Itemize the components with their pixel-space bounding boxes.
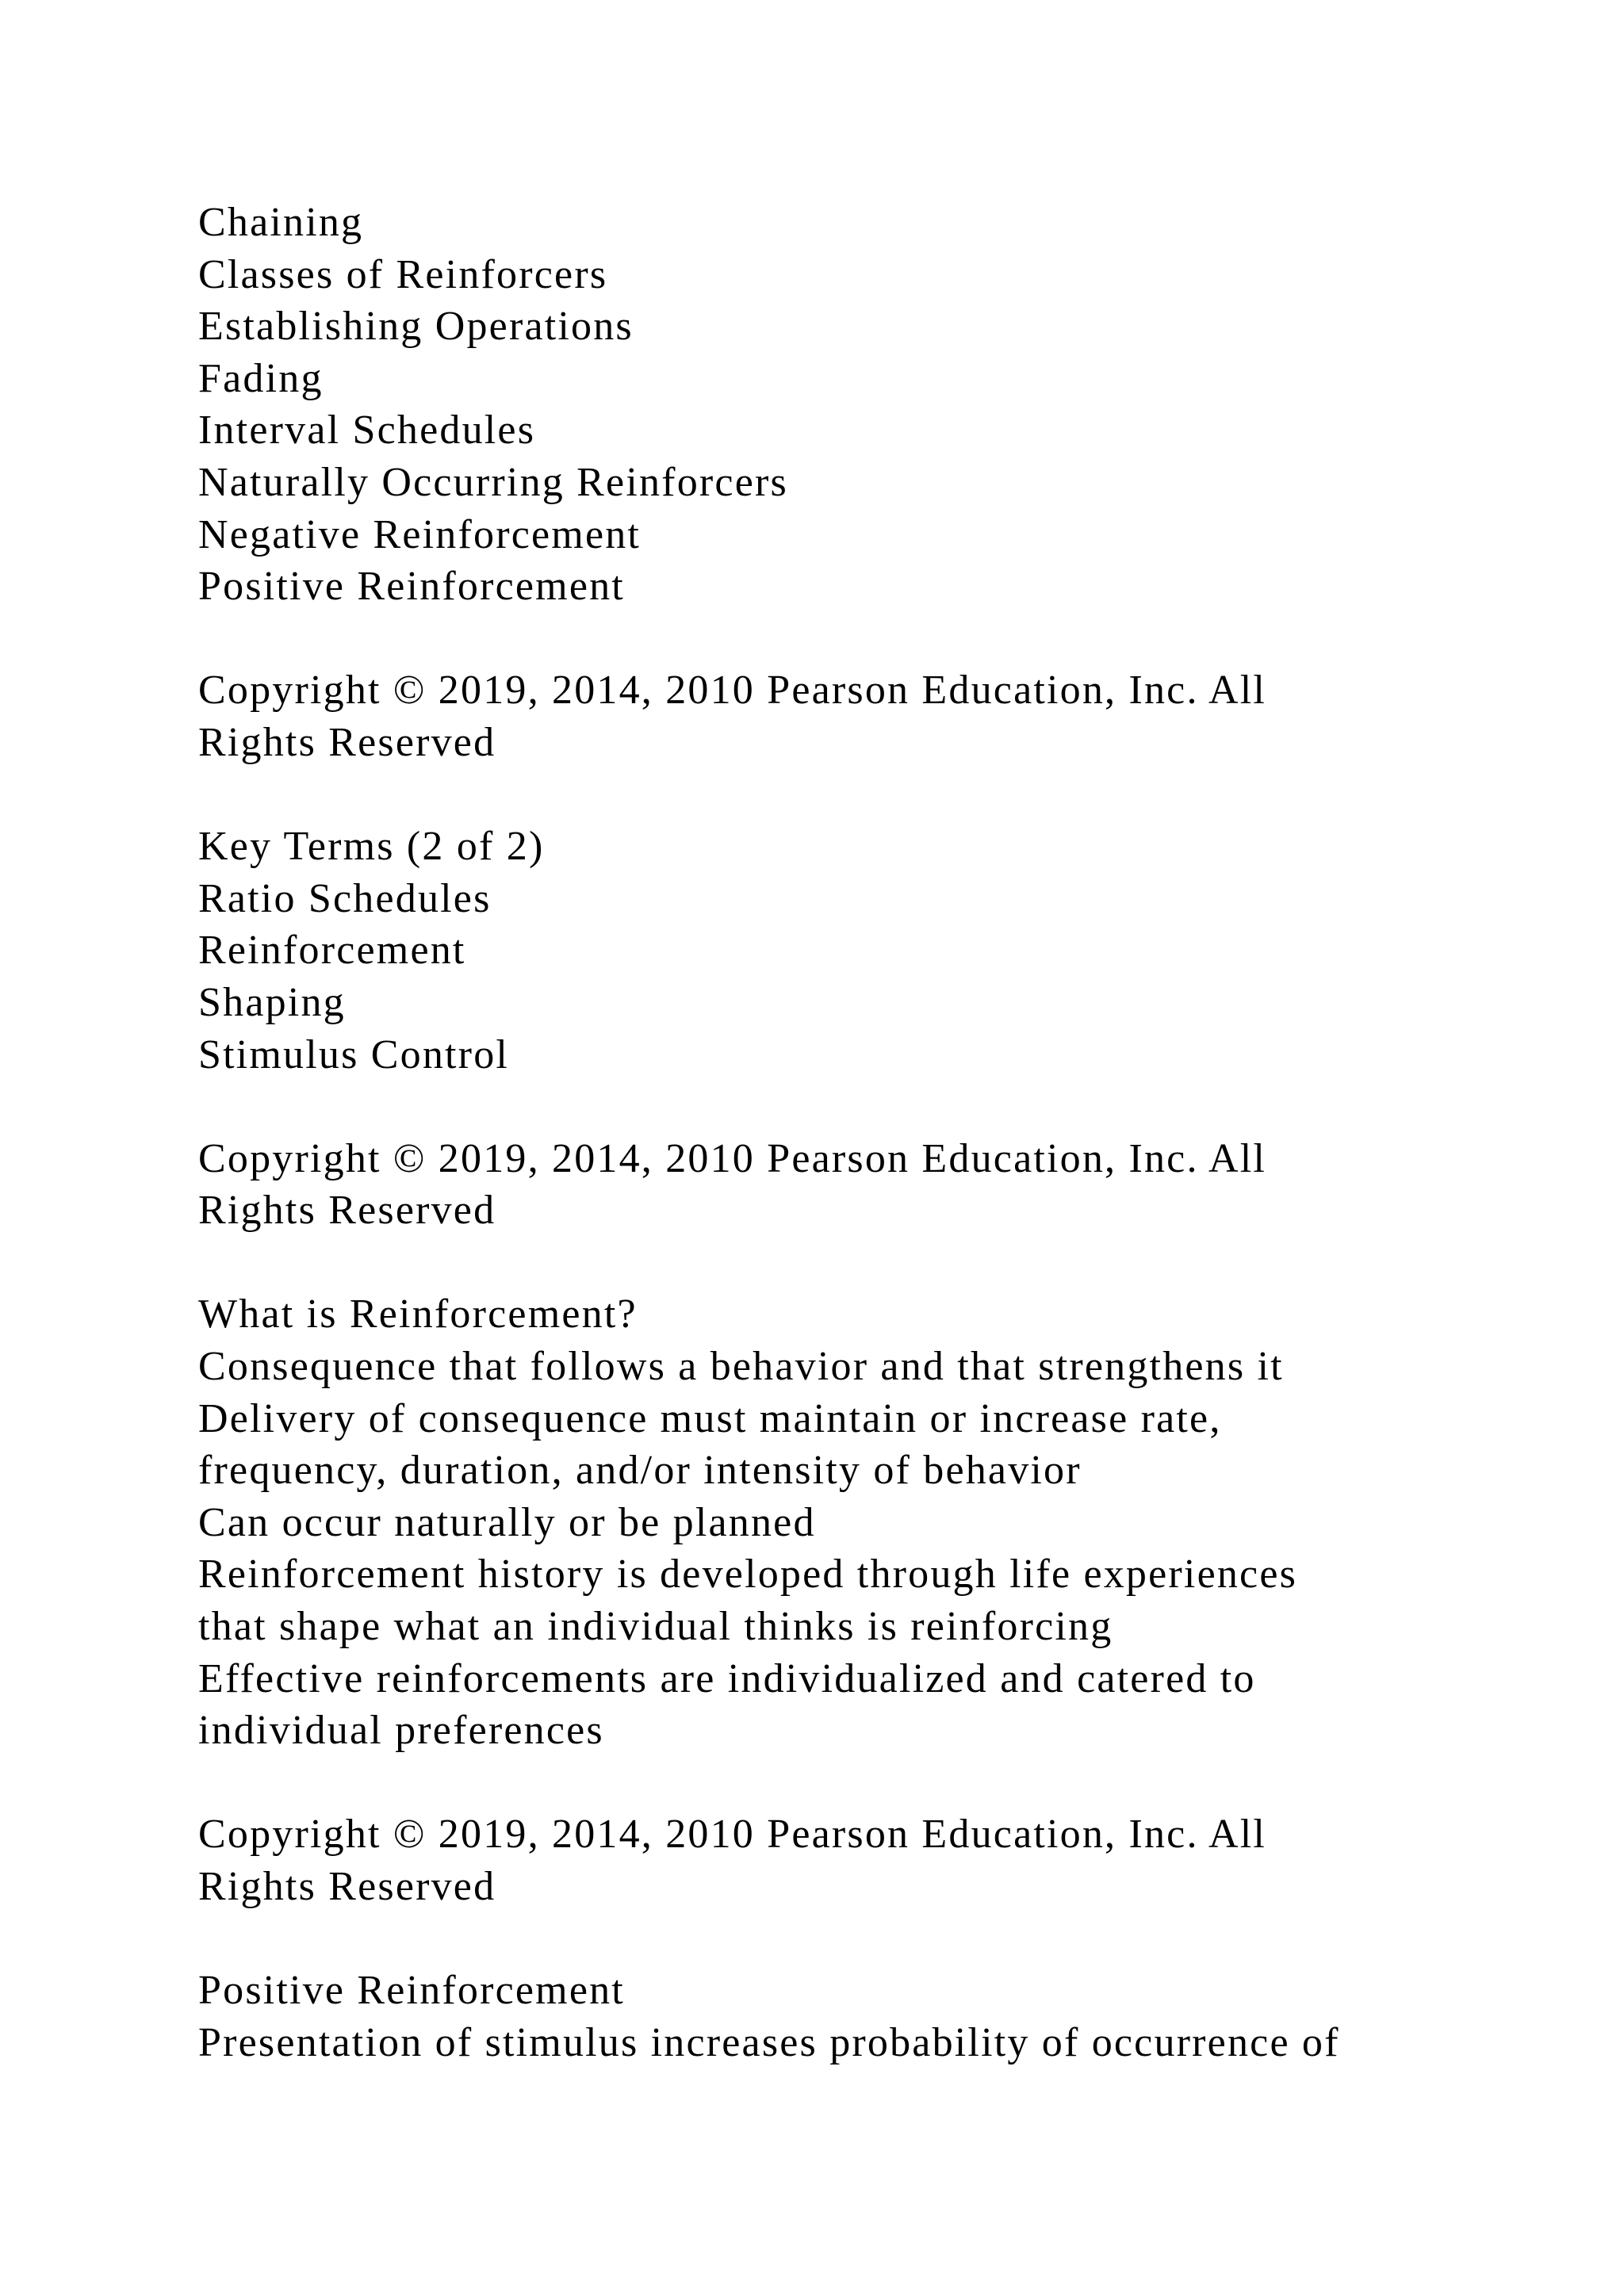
key-term: Reinforcement [198, 928, 466, 974]
key-terms-list-1 [198, 197, 1546, 613]
copyright-line-1: Copyright © 2019, 2014, 2010 Pearson Education, Inc. All [198, 1812, 1267, 1858]
body-line: that shape what an individual thinks is reinforcing [198, 1604, 1113, 1650]
body-line: Delivery of consequence must maintain or increase rate, [198, 1395, 1222, 1441]
key-term: Establishing Operations [198, 304, 634, 350]
key-term: Ratio Schedules [198, 875, 492, 921]
body-line: Effective reinforcements are individualized and catered to [198, 1655, 1256, 1701]
spacer [198, 769, 1546, 821]
key-terms-section-2 [198, 821, 1546, 1081]
key-term: Shaping [198, 979, 346, 1025]
spacer [198, 1237, 1546, 1289]
copyright-line-1: Copyright © 2019, 2014, 2010 Pearson Education, Inc. All [198, 668, 1267, 714]
spacer [198, 1913, 1546, 1965]
copyright-line-2: Rights Reserved [198, 1864, 496, 1909]
body-line: Consequence that follows a behavior and that strengthens it [198, 1344, 1284, 1390]
body-line: Presentation of stimulus increases probability of occurrence of [198, 2019, 1340, 2065]
positive-reinforcement-section [198, 1965, 1546, 2068]
spacer [198, 1757, 1546, 1809]
copyright-notice [198, 1133, 1546, 1237]
key-term: Naturally Occurring Reinforcers [198, 459, 788, 505]
copyright-line-1: Copyright © 2019, 2014, 2010 Pearson Education, Inc. All [198, 1135, 1267, 1181]
key-term: Positive Reinforcement [198, 564, 625, 610]
document-text [198, 197, 1546, 2068]
copyright-line-2: Rights Reserved [198, 1188, 496, 1234]
section-heading: What is Reinforcement? [198, 1292, 638, 1337]
key-term: Fading [198, 355, 324, 401]
section-heading: Key Terms (2 of 2) [198, 824, 545, 870]
copyright-notice [198, 1808, 1546, 1912]
key-term: Stimulus Control [198, 1031, 510, 1077]
key-term: Negative Reinforcement [198, 511, 642, 557]
body-line: frequency, duration, and/or intensity of behavior [198, 1448, 1082, 1494]
spacer [198, 613, 1546, 665]
what-is-reinforcement-section [198, 1288, 1546, 1756]
body-line: Can occur naturally or be planned [198, 1499, 816, 1545]
copyright-line-2: Rights Reserved [198, 719, 496, 765]
copyright-notice [198, 664, 1546, 768]
body-line: individual preferences [198, 1708, 604, 1754]
key-term: Classes of Reinforcers [198, 251, 608, 297]
section-heading: Positive Reinforcement [198, 1968, 625, 2014]
spacer [198, 1081, 1546, 1133]
key-term: Interval Schedules [198, 408, 536, 453]
key-term: Chaining [198, 200, 364, 245]
body-line: Reinforcement history is developed through life experiences [198, 1552, 1298, 1598]
